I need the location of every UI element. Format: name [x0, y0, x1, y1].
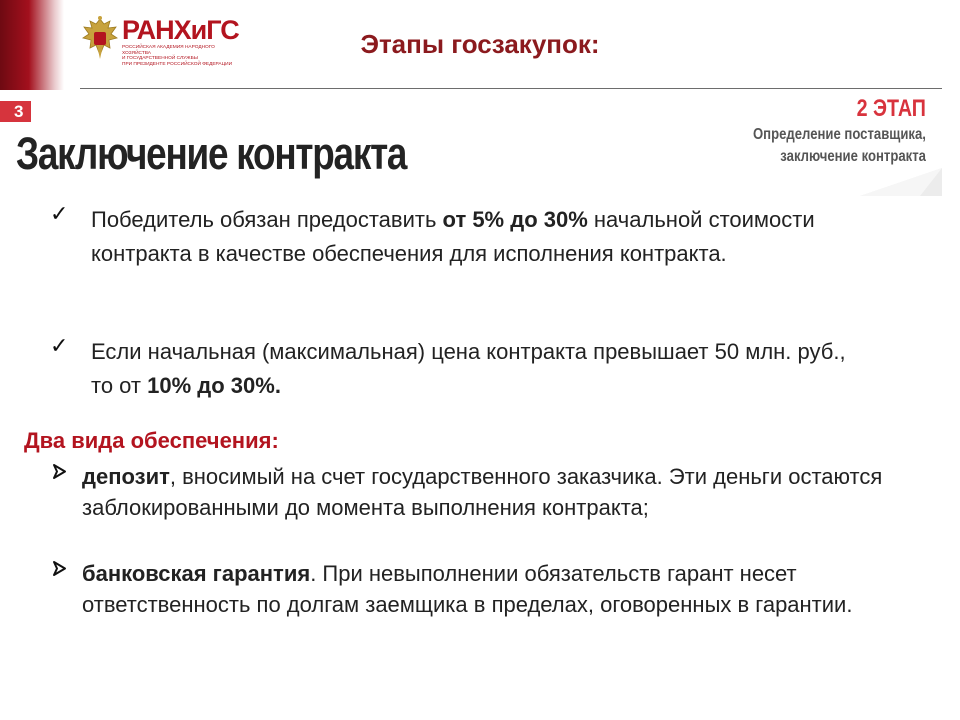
arrow-bullet-icon: [52, 560, 68, 577]
requirement-item: [50, 335, 870, 403]
guarantee-item: [52, 461, 892, 523]
guarantee-item: [52, 558, 892, 620]
requirement-segment: Победитель обязан предоставить: [91, 207, 443, 232]
slide-title: Этапы госзакупок:: [360, 29, 600, 59]
guarantee-term: банковская гарантия: [82, 561, 311, 586]
stage-label: [753, 95, 926, 167]
title-divider: [80, 88, 942, 89]
requirement-emphasis: от 5% до 30%: [442, 207, 588, 232]
requirement-segment: начальной стоимости контракта в качестве обеспечения для исполнения контракта.: [91, 207, 815, 266]
folded-corner-decoration: [860, 168, 942, 196]
stage-heading: Заключение контракта: [16, 128, 407, 179]
guarantee-description: , вносимый на счет государственного заказчика. Эти деньги остаются заблокированными до момента выполнения контракта;: [82, 464, 883, 520]
guarantee-text: [82, 461, 892, 523]
requirement-item: [50, 203, 870, 271]
requirement-emphasis: 10% до 30%.: [147, 373, 281, 398]
requirement-segment: Если начальная (максимальная) цена контракта превышает 50 млн. руб., то от: [91, 339, 846, 398]
arrow-bullet-icon: [52, 463, 68, 480]
guarantee-term: депозит: [82, 464, 170, 489]
guarantee-heading: Два вида обеспечения:: [24, 428, 279, 453]
requirement-text: [91, 335, 870, 403]
check-icon: ✓: [50, 201, 69, 226]
logo-subtitle: РОССИЙСКАЯ АКАДЕМИЯ НАРОДНОГО ХОЗЯЙСТВА И ГОСУДАРСТВЕННОЙ СЛУЖБЫ ПРИ ПРЕЗИДЕНТЕ РОССИЙСКОЙ ФЕДЕРАЦИИ: [122, 45, 233, 67]
step-number-badge: 3: [0, 101, 31, 122]
stage-label-line1: Определение поставщика,: [753, 126, 926, 143]
check-icon: ✓: [50, 333, 69, 358]
logo-name: РАНХиГС: [122, 15, 239, 45]
stage-label-number: 2 ЭТАП: [856, 95, 926, 122]
requirement-text: [91, 203, 870, 271]
stage-label-line2: заключение контракта: [780, 148, 926, 165]
guarantee-description: . При невыполнении обязательств гарант несет ответственность по долгам заемщика в пределах, оговоренных в гарантии.: [82, 561, 853, 617]
guarantee-text: [82, 558, 892, 620]
